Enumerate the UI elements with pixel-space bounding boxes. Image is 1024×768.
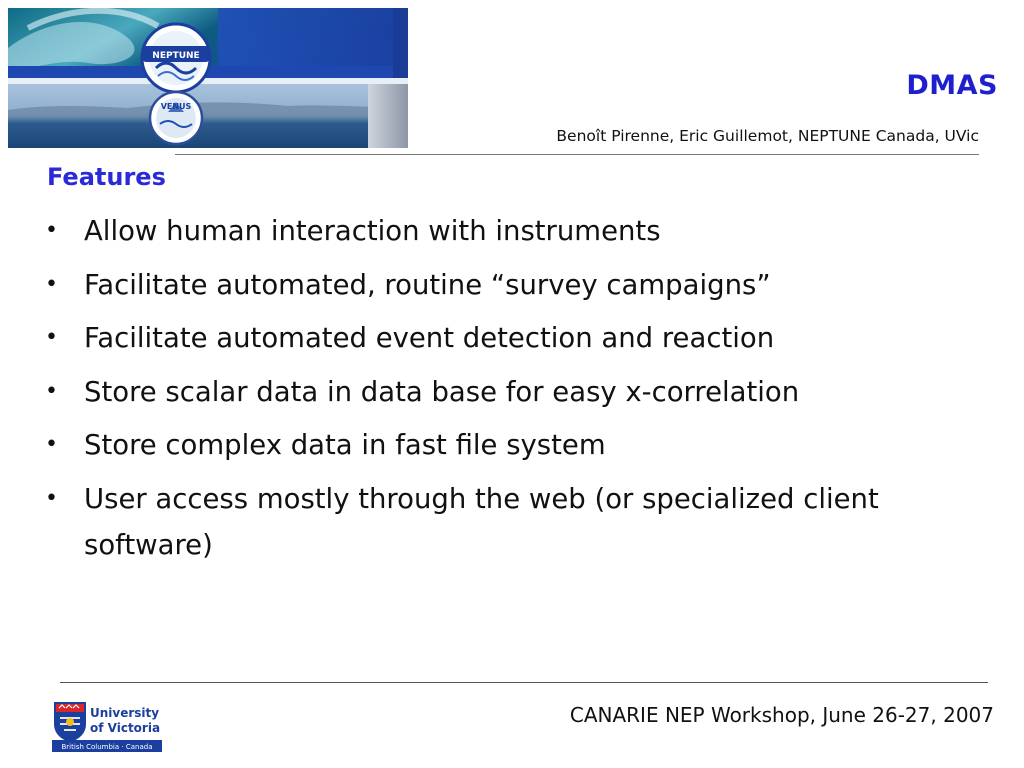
neptune-logo-text: NEPTUNE [152,51,200,61]
slide-title: DMAS [906,70,998,101]
list-item [45,315,945,361]
list-item-text: Store complex data in fast file system [84,429,606,461]
list-item [45,208,945,254]
section-heading: Features [47,163,166,191]
list-item-text: User access mostly through the web (or specialized client software) [84,482,879,561]
header-banner [8,8,408,148]
event-footer: CANARIE NEP Workshop, June 26-27, 2007 [569,703,994,727]
bullet-icon: • [45,218,58,243]
header-divider [175,154,979,155]
feature-list [45,208,945,575]
neptune-logo-icon [142,24,210,92]
university-name-line2: of Victoria [90,721,161,735]
list-item-text: Facilitate automated, routine “survey campaigns” [84,268,771,301]
bullet-icon: • [45,432,58,457]
list-item-text: Allow human interaction with instruments [84,215,661,247]
venus-logo-icon [150,92,202,144]
list-item [45,262,945,308]
list-item [45,369,945,415]
bullet-icon: • [45,378,58,404]
list-item-text: Facilitate automated event detection and reaction [84,322,775,354]
list-item [45,422,945,468]
bullet-icon: • [45,485,58,511]
list-item-text: Store scalar data in data base for easy x-correlation [84,375,800,408]
university-logo [52,700,162,752]
bullet-icon: • [45,271,58,297]
footer-divider [60,682,988,683]
authors-line: Benoît Pirenne, Eric Guillemot, NEPTUNE Canada, UVic [556,127,979,145]
bullet-icon: • [45,325,58,350]
university-location: British Columbia · Canada [61,743,153,751]
list-item [45,476,945,568]
venus-logo-text: VENUS [160,102,192,111]
university-name-line1: University [90,706,160,720]
